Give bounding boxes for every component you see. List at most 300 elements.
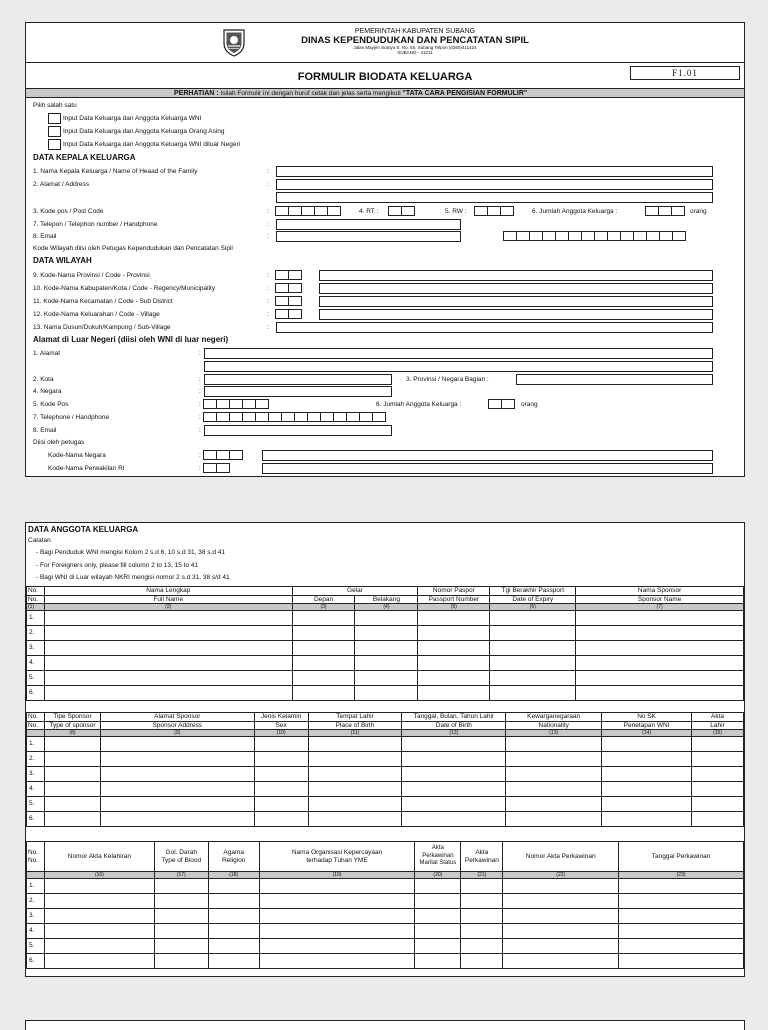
label-orang: orang xyxy=(690,208,707,215)
form-header xyxy=(26,23,744,63)
members-table-2 xyxy=(26,712,744,827)
kode-wilayah-note: Kode Wilayah diisi oleh Petugas Kependudukan dan Pencatatan Sipil xyxy=(33,245,233,252)
table-header-row xyxy=(27,713,744,722)
table-cell[interactable] xyxy=(100,767,254,782)
catatan-label: Catatan xyxy=(28,537,51,544)
table-cell[interactable] xyxy=(415,894,461,909)
table-row xyxy=(27,767,744,782)
table-cell[interactable] xyxy=(418,656,490,671)
table-cell[interactable] xyxy=(415,924,461,939)
col-num: (7) xyxy=(576,604,744,611)
table1-body xyxy=(27,611,744,701)
kecamatan-code-boxes[interactable] xyxy=(276,296,302,306)
table-cell[interactable] xyxy=(692,752,744,767)
table-cell[interactable] xyxy=(402,752,506,767)
table-cell[interactable] xyxy=(602,797,692,812)
row-number: 2. xyxy=(27,626,45,641)
table-cell[interactable] xyxy=(506,737,602,752)
form-page-2 xyxy=(25,522,745,977)
col-num: (6) xyxy=(490,604,576,611)
col-no: No. xyxy=(27,713,45,722)
table-cell[interactable] xyxy=(208,954,259,969)
table-cell[interactable] xyxy=(44,641,292,656)
table-cell[interactable] xyxy=(44,797,100,812)
col-akta: Akta xyxy=(692,713,744,722)
table-cell[interactable] xyxy=(44,656,292,671)
attention-text: Isilah Formulir ini dengan huruf cetak dan jelas serta mengikuti xyxy=(220,90,401,97)
choice-prompt: Pilih salah satu xyxy=(33,102,77,109)
table-cell[interactable] xyxy=(506,812,602,827)
negara-name-field[interactable] xyxy=(262,450,713,461)
table-cell[interactable] xyxy=(154,924,208,939)
table-cell[interactable] xyxy=(503,954,619,969)
table-cell[interactable] xyxy=(208,924,259,939)
head-name-field[interactable] xyxy=(276,166,713,177)
header-text xyxy=(236,28,594,56)
table-cell[interactable] xyxy=(254,812,308,827)
table-cell[interactable] xyxy=(506,752,602,767)
label-alamat-luar: 1. Alamat xyxy=(33,350,61,357)
table-cell[interactable] xyxy=(44,737,100,752)
negara-field[interactable] xyxy=(204,386,392,397)
table-cell[interactable] xyxy=(154,939,208,954)
kode-negara-boxes[interactable] xyxy=(204,450,243,460)
table-cell[interactable] xyxy=(576,686,744,701)
kelurahan-code-boxes[interactable] xyxy=(276,309,302,319)
table-cell[interactable] xyxy=(259,909,415,924)
table-cell[interactable] xyxy=(292,671,355,686)
table-cell[interactable] xyxy=(259,894,415,909)
table-cell[interactable] xyxy=(154,894,208,909)
alamat-luar-field-2[interactable] xyxy=(204,361,713,372)
row-number: 3. xyxy=(27,909,45,924)
colon: : xyxy=(267,298,269,305)
table-cell[interactable] xyxy=(576,671,744,686)
col-num: (1) xyxy=(27,604,45,611)
table-cell[interactable] xyxy=(259,879,415,894)
kode-perwakilan-boxes[interactable] xyxy=(204,463,230,473)
row-number: 6. xyxy=(27,812,45,827)
col-num: (13) xyxy=(506,730,602,737)
col-fullname: Full Name xyxy=(44,595,292,604)
table-cell[interactable] xyxy=(44,767,100,782)
col-num: (2) xyxy=(44,604,292,611)
perwakilan-name-field[interactable] xyxy=(262,463,713,474)
table-cell[interactable] xyxy=(503,879,619,894)
col-akta-perkawinan: Akta Perkawinan xyxy=(461,842,503,872)
col-num: (20) xyxy=(415,872,461,879)
provinsi-code-boxes[interactable] xyxy=(276,270,302,280)
table2-body xyxy=(27,737,744,827)
alamat-luar-field-1[interactable] xyxy=(204,348,713,359)
table-cell[interactable] xyxy=(259,939,415,954)
table-cell[interactable] xyxy=(259,954,415,969)
table-cell[interactable] xyxy=(402,767,506,782)
email-code-boxes[interactable] xyxy=(504,231,686,241)
label-name: 1. Nama Kepala Keluarga / Name of Heaad of the Family xyxy=(33,168,198,175)
header-dept: DINAS KEPENDUDUKAN DAN PENCATATAN SIPIL xyxy=(301,34,529,46)
label-address: 2. Alamat / Address xyxy=(33,181,90,188)
provinsi-name-field[interactable] xyxy=(319,270,713,281)
table-cell[interactable] xyxy=(154,954,208,969)
colon: : xyxy=(199,350,201,357)
col-num: (16) xyxy=(44,872,154,879)
row-number: 3. xyxy=(27,767,45,782)
col-depan: Depan xyxy=(292,595,355,604)
col-num: (5) xyxy=(418,604,490,611)
table-row xyxy=(27,894,744,909)
label-postcode: 3. Kode pos / Post Code xyxy=(33,208,104,215)
table-cell[interactable] xyxy=(100,812,254,827)
label-petugas: Diisi oleh petugas xyxy=(33,439,85,446)
table-cell[interactable] xyxy=(44,752,100,767)
table3-body xyxy=(27,879,744,969)
label-members-luar: 6. Jumlah Anggota Keluarga : xyxy=(376,401,462,408)
table-row xyxy=(27,924,744,939)
table-cell[interactable] xyxy=(576,626,744,641)
table-cell[interactable] xyxy=(44,894,154,909)
col-num: (12) xyxy=(402,730,506,737)
table-cell[interactable] xyxy=(44,909,154,924)
label-kota: 2. Kota xyxy=(33,376,54,383)
table-cell[interactable] xyxy=(208,879,259,894)
phone-field[interactable] xyxy=(276,219,461,230)
table-cell[interactable] xyxy=(506,767,602,782)
table-cell[interactable] xyxy=(576,656,744,671)
table-cell[interactable] xyxy=(44,812,100,827)
table-cell[interactable] xyxy=(503,894,619,909)
table-subheader-row xyxy=(27,721,744,730)
table-cell[interactable] xyxy=(254,797,308,812)
col-gol-darah: Gol. Darah Type of Blood xyxy=(154,842,208,872)
colon: : xyxy=(199,401,201,408)
table-cell[interactable] xyxy=(254,782,308,797)
kota-field[interactable] xyxy=(204,374,392,385)
colon: : xyxy=(267,324,269,331)
table-cell[interactable] xyxy=(100,737,254,752)
table-cell[interactable] xyxy=(44,671,292,686)
table-cell[interactable] xyxy=(308,767,402,782)
table-cell[interactable] xyxy=(461,909,503,924)
table-row xyxy=(27,611,744,626)
table-cell[interactable] xyxy=(292,656,355,671)
table-cell[interactable] xyxy=(44,782,100,797)
row-number: 5. xyxy=(27,797,45,812)
column-number-row xyxy=(27,730,744,737)
table-header-row xyxy=(27,842,744,872)
colon: : xyxy=(199,388,201,395)
table-cell[interactable] xyxy=(355,626,418,641)
table-cell[interactable] xyxy=(44,939,154,954)
header-city: SUBANG - 41211 xyxy=(397,50,433,56)
col-penetapan-wni: Penetapan WNI xyxy=(602,721,692,730)
col-num: (15) xyxy=(692,730,744,737)
col-passport-number: Passport Number xyxy=(418,595,490,604)
email-luar-field[interactable] xyxy=(204,425,392,436)
col-num: (9) xyxy=(100,730,254,737)
table-cell[interactable] xyxy=(576,611,744,626)
table-cell[interactable] xyxy=(308,797,402,812)
table-cell[interactable] xyxy=(692,767,744,782)
col-tempat-lahir: Tempat Lahir xyxy=(308,713,402,722)
table-cell[interactable] xyxy=(692,797,744,812)
table-row xyxy=(27,782,744,797)
dusun-field[interactable] xyxy=(276,322,713,333)
table-cell[interactable] xyxy=(602,782,692,797)
kabupaten-name-field[interactable] xyxy=(319,283,713,294)
members-boxes[interactable] xyxy=(646,206,685,216)
table-cell[interactable] xyxy=(619,954,744,969)
row-number: 2. xyxy=(27,752,45,767)
col-num: (8) xyxy=(44,730,100,737)
catatan-note-2: - For Foreigners only, please fill column 2 to 13, 15 to 41 xyxy=(36,562,199,569)
table-cell[interactable] xyxy=(44,686,292,701)
table-cell[interactable] xyxy=(461,924,503,939)
attention-bar xyxy=(26,89,744,98)
table-cell[interactable] xyxy=(503,909,619,924)
table-cell[interactable] xyxy=(402,797,506,812)
row-number: 1. xyxy=(27,737,45,752)
table-row xyxy=(27,939,744,954)
choice-checkbox-wni[interactable] xyxy=(48,113,61,124)
col-num: (23) xyxy=(619,872,744,879)
label-email-luar: 8. Email xyxy=(33,427,57,434)
choice-checkbox-asing[interactable] xyxy=(48,126,61,137)
colon: : xyxy=(199,376,201,383)
table-cell[interactable] xyxy=(602,752,692,767)
col-date-expiry: Date of Expiry xyxy=(490,595,576,604)
table-cell[interactable] xyxy=(415,879,461,894)
row-number: 3. xyxy=(27,641,45,656)
table-cell[interactable] xyxy=(100,782,254,797)
table-cell[interactable] xyxy=(415,939,461,954)
table-cell[interactable] xyxy=(490,656,576,671)
label-orang-luar: orang xyxy=(521,401,538,408)
kabupaten-code-boxes[interactable] xyxy=(276,283,302,293)
row-number: 1. xyxy=(27,611,45,626)
table-cell[interactable] xyxy=(154,879,208,894)
table-cell[interactable] xyxy=(100,752,254,767)
header-gov: PEMERINTAH KABUPATEN SUBANG xyxy=(354,28,476,35)
table-cell[interactable] xyxy=(254,767,308,782)
table-row xyxy=(27,954,744,969)
table-cell[interactable] xyxy=(418,671,490,686)
col-tipe-sponsor: Tipe Sponsor xyxy=(44,713,100,722)
table-cell[interactable] xyxy=(619,939,744,954)
table-cell[interactable] xyxy=(254,752,308,767)
table-cell[interactable] xyxy=(44,924,154,939)
table-cell[interactable] xyxy=(490,686,576,701)
table-cell[interactable] xyxy=(100,797,254,812)
table-cell[interactable] xyxy=(208,939,259,954)
table-cell[interactable] xyxy=(692,782,744,797)
row-number: 4. xyxy=(27,924,45,939)
members-luar-boxes[interactable] xyxy=(489,399,515,409)
table-cell[interactable] xyxy=(418,686,490,701)
col-alamat-sponsor: Alamat Sponsor xyxy=(100,713,254,722)
table-cell[interactable] xyxy=(254,737,308,752)
table-cell[interactable] xyxy=(692,737,744,752)
label-email: 8. Email xyxy=(33,233,57,240)
table-cell[interactable] xyxy=(602,812,692,827)
table-cell[interactable] xyxy=(292,686,355,701)
table-cell[interactable] xyxy=(292,626,355,641)
table-row xyxy=(27,656,744,671)
table-cell[interactable] xyxy=(355,686,418,701)
members-table-3 xyxy=(26,841,744,969)
table-cell[interactable] xyxy=(259,924,415,939)
table-cell[interactable] xyxy=(415,909,461,924)
col-num: (21) xyxy=(461,872,503,879)
col-no: No. No. xyxy=(27,842,45,872)
table-cell[interactable] xyxy=(602,767,692,782)
table-cell[interactable] xyxy=(402,782,506,797)
col-sponsor-name: Sponsor Name xyxy=(576,595,744,604)
provinsi-luar-field[interactable] xyxy=(516,374,713,385)
col-tanggal-lahir: Tanggal, Bulan, Tahun Lahir xyxy=(402,713,506,722)
table-cell[interactable] xyxy=(308,812,402,827)
colon: : xyxy=(267,272,269,279)
table-row xyxy=(27,879,744,894)
col-sex: Sex xyxy=(254,721,308,730)
table-cell[interactable] xyxy=(602,737,692,752)
choice-option-asing: Input Data Keluarga dan Anggota Keluarga Orang Asing xyxy=(63,128,225,135)
colon: : xyxy=(267,181,269,188)
table-cell[interactable] xyxy=(308,752,402,767)
table-cell[interactable] xyxy=(154,909,208,924)
rw-boxes[interactable] xyxy=(475,206,514,216)
label-dusun: 13. Nama Dusun/Dukuh/Kampung / Sub-Village xyxy=(33,324,171,331)
table-row xyxy=(27,909,744,924)
table-cell[interactable] xyxy=(461,939,503,954)
members-table-1 xyxy=(26,586,744,701)
table-cell[interactable] xyxy=(292,641,355,656)
label-kecamatan: 11. Kode-Nama Kecamatan / Code - Sub District xyxy=(33,298,173,305)
form-page-3 xyxy=(25,1020,745,1030)
table-cell[interactable] xyxy=(44,611,292,626)
table-row xyxy=(27,671,744,686)
rt-boxes[interactable] xyxy=(389,206,415,216)
table-cell[interactable] xyxy=(402,737,506,752)
table-cell[interactable] xyxy=(355,611,418,626)
table-cell[interactable] xyxy=(355,641,418,656)
col-marital-status: Akta Perkawinan Marital Status xyxy=(415,842,461,872)
table-cell[interactable] xyxy=(503,924,619,939)
table-cell[interactable] xyxy=(619,909,744,924)
table-cell[interactable] xyxy=(208,894,259,909)
table-cell[interactable] xyxy=(490,641,576,656)
table-cell[interactable] xyxy=(308,737,402,752)
table-cell[interactable] xyxy=(461,894,503,909)
col-agama: Agama Religion xyxy=(208,842,259,872)
table-cell[interactable] xyxy=(208,909,259,924)
col-lahir: Lahir xyxy=(692,721,744,730)
table-cell[interactable] xyxy=(461,879,503,894)
kodepos-luar-boxes[interactable] xyxy=(204,399,269,409)
table-cell[interactable] xyxy=(355,656,418,671)
colon: : xyxy=(199,465,201,472)
label-kabupaten: 10. Kode-Nama Kabupaten/Kota / Code - Regency/Municipality xyxy=(33,285,216,292)
col-paspor: Nomor Paspor xyxy=(418,587,490,596)
form-code: F1.01 xyxy=(630,66,740,80)
table-cell[interactable] xyxy=(355,671,418,686)
table-cell[interactable] xyxy=(402,812,506,827)
phone-luar-boxes[interactable] xyxy=(204,412,386,422)
row-number: 5. xyxy=(27,671,45,686)
label-kodepos-luar: 5. Kode Pos xyxy=(33,401,69,408)
table-cell[interactable] xyxy=(506,797,602,812)
table-cell[interactable] xyxy=(503,939,619,954)
table-cell[interactable] xyxy=(44,626,292,641)
table-row xyxy=(27,797,744,812)
table-cell[interactable] xyxy=(292,611,355,626)
form-title: FORMULIR BIODATA KELUARGA xyxy=(297,71,473,83)
attention-emph: "TATA CARA PENGISIAN FORMULIR" xyxy=(402,90,528,97)
table-cell[interactable] xyxy=(619,924,744,939)
table-cell[interactable] xyxy=(418,641,490,656)
label-rt: 4. RT : xyxy=(359,208,379,215)
table-cell[interactable] xyxy=(619,879,744,894)
col-jenis-kelamin: Jenis Kelamin xyxy=(254,713,308,722)
table-subheader-row xyxy=(27,595,744,604)
table-row xyxy=(27,812,744,827)
table-cell[interactable] xyxy=(415,954,461,969)
table-cell[interactable] xyxy=(44,879,154,894)
table-cell[interactable] xyxy=(490,626,576,641)
table-cell[interactable] xyxy=(692,812,744,827)
table-cell[interactable] xyxy=(308,782,402,797)
colon: : xyxy=(267,233,269,240)
table-cell[interactable] xyxy=(576,641,744,656)
col-num: (4) xyxy=(355,604,418,611)
table-cell[interactable] xyxy=(506,782,602,797)
column-number-row xyxy=(27,604,744,611)
label-kelurahan: 12. Kode-Nama Keluarahan / Code - Village xyxy=(33,311,160,318)
table-cell[interactable] xyxy=(418,626,490,641)
label-negara: 4. Negara xyxy=(33,388,62,395)
table-cell[interactable] xyxy=(619,894,744,909)
kelurahan-name-field[interactable] xyxy=(319,309,713,320)
row-number: 2. xyxy=(27,894,45,909)
table-cell[interactable] xyxy=(418,611,490,626)
table-cell[interactable] xyxy=(461,954,503,969)
table-cell[interactable] xyxy=(44,954,154,969)
col-kewarganegaraan: Kewarganegaraan xyxy=(506,713,602,722)
column-number-row xyxy=(27,872,744,879)
label-phone-luar: 7. Telephone / Handphone xyxy=(33,414,110,421)
col-no-en: No. xyxy=(27,595,45,604)
address-field-2[interactable] xyxy=(276,192,713,203)
row-number: 4. xyxy=(27,782,45,797)
col-num: (3) xyxy=(292,604,355,611)
choice-option-wni: Input Data Keluarga dan Anggota Keluarga WNI xyxy=(63,115,202,122)
section-anggota: DATA ANGGOTA KELUARGA xyxy=(28,525,139,534)
table-cell[interactable] xyxy=(490,611,576,626)
choice-checkbox-luar[interactable] xyxy=(48,139,61,150)
postcode-boxes[interactable] xyxy=(276,206,341,216)
label-provinsi: 9. Kode-Nama Provinsi / Code - Provinsi xyxy=(33,272,150,279)
col-sponsor: Nama Sponsor xyxy=(576,587,744,596)
address-field-1[interactable] xyxy=(276,179,713,190)
email-field[interactable] xyxy=(276,231,461,242)
table-cell[interactable] xyxy=(490,671,576,686)
kecamatan-name-field[interactable] xyxy=(319,296,713,307)
table-row xyxy=(27,752,744,767)
col-place-birth: Place of Birth xyxy=(308,721,402,730)
colon: : xyxy=(267,285,269,292)
colon: : xyxy=(199,452,201,459)
row-number: 6. xyxy=(27,686,45,701)
